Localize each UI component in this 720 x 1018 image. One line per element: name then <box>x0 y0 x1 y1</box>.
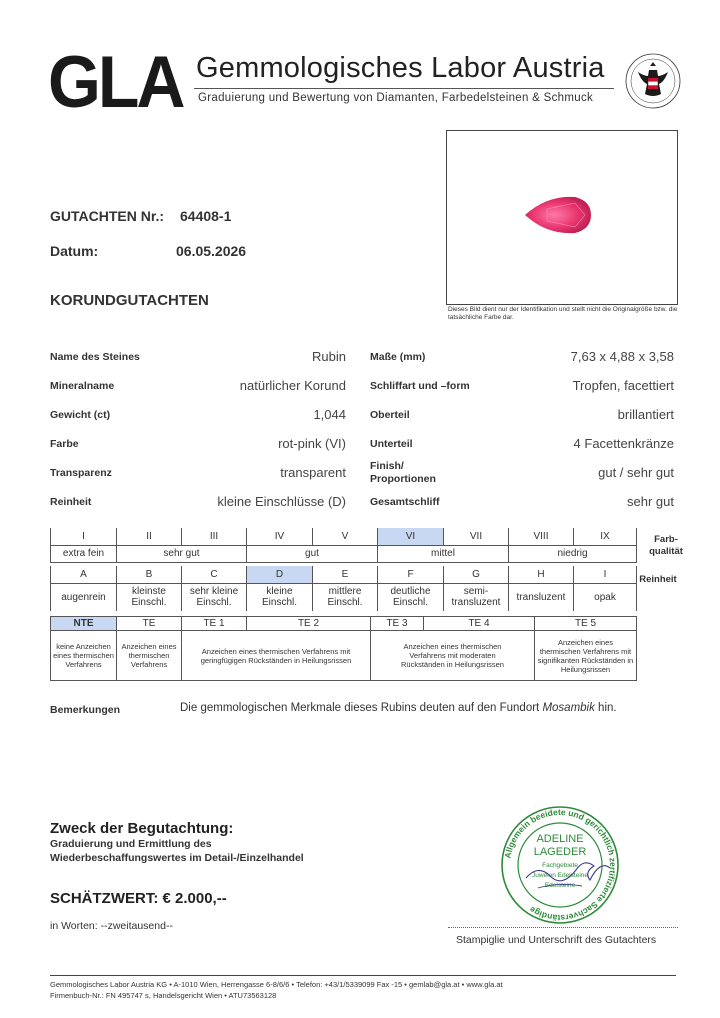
ruby-pear-icon <box>447 131 679 306</box>
color-grade: III <box>182 528 247 545</box>
color-group: niedrig <box>509 545 637 562</box>
color-grade: I <box>51 528 117 545</box>
property-label: Maße (mm) <box>370 351 426 363</box>
property-value: kleine Einschlüsse (D) <box>217 494 346 509</box>
property-label: Farbe <box>50 438 79 450</box>
color-group: extra fein <box>51 545 117 562</box>
clarity-description: deutliche Einschl. <box>378 583 444 611</box>
svg-text:Juwelen Edelsteine: Juwelen Edelsteine <box>531 872 589 879</box>
svg-text:Edelsteine: Edelsteine <box>544 882 576 889</box>
austrian-eagle-emblem-icon <box>624 50 682 112</box>
property-label: Name des Steines <box>50 351 140 363</box>
color-grade: IV <box>247 528 313 545</box>
clarity-description: sehr kleine Einschl. <box>182 583 247 611</box>
report-number-label: GUTACHTEN Nr.: <box>50 208 165 224</box>
valuation: SCHÄTZWERT: € 2.000,-- <box>50 890 227 907</box>
clarity-scale-table <box>50 566 637 611</box>
property-value: Rubin <box>312 349 346 364</box>
property-value: transparent <box>280 465 346 480</box>
property-label: Transparenz <box>50 467 112 479</box>
property-label: Reinheit <box>50 496 92 508</box>
treatment-scale-table <box>50 616 637 681</box>
color-grade: VIII <box>509 528 574 545</box>
clarity-description: opak <box>574 583 637 611</box>
treatment-description: Anzeichen eines thermischen Verfahrens <box>117 631 182 681</box>
gla-logo: GLA <box>48 40 183 124</box>
footer: Gemmologisches Labor Austria KG • A-1010 Wien, Herrengasse 6-8/6/6 • Telefon: +43/1/5339099 Fax -15 • gemlab@gla.at • www.gla.at Firmenbuch-Nr.: FN 495747 s, Handelsgericht Wien • ATU73563128 <box>50 980 503 1000</box>
clarity-grade: A <box>51 566 117 583</box>
treatment-grade: TE 2 <box>247 617 371 631</box>
color-grade-selected: VI <box>378 528 444 545</box>
purpose-title: Zweck der Begutachtung: <box>50 820 234 837</box>
color-grade: II <box>117 528 182 545</box>
clarity-grade: F <box>378 566 444 583</box>
property-value: 4 Facettenkränze <box>573 436 674 451</box>
treatment-description: Anzeichen eines thermischen Verfahrens mit geringfügigen Rückständen in Heilungsrissen <box>182 631 371 681</box>
clarity-scale-label: Reinheit <box>639 574 677 585</box>
treatment-grade: TE 3 <box>371 617 424 631</box>
remarks-text: Die gemmologischen Merkmale dieses Rubins deuten auf den Fundort Mosambik hin. <box>180 702 617 714</box>
svg-text:LAGEDER: LAGEDER <box>533 846 587 858</box>
report-title: KORUNDGUTACHTEN <box>50 292 209 309</box>
color-grade: VII <box>444 528 509 545</box>
clarity-description: kleine Einschl. <box>247 583 313 611</box>
lab-subtitle: Graduierung und Bewertung von Diamanten, Farbedelsteinen & Schmuck <box>198 92 594 104</box>
clarity-description: semi-transluzent <box>444 583 509 611</box>
property-value: natürlicher Korund <box>239 378 346 393</box>
treatment-grade: TE <box>117 617 182 631</box>
property-value: 1,044 <box>313 407 346 422</box>
clarity-grade-selected: D <box>247 566 313 583</box>
report-date: 06.05.2026 <box>176 243 247 259</box>
signature-caption: Stampiglie und Unterschrift des Gutachters <box>456 934 657 946</box>
color-group: gut <box>247 545 378 562</box>
purpose-text: Graduierung und Ermittlung des Wiederbeschaffungswertes im Detail-/Einzelhandel <box>50 838 304 864</box>
report-number: 64408-1 <box>180 208 232 224</box>
header-divider <box>194 88 614 89</box>
color-scale-label: Farb- qualität <box>649 534 683 557</box>
clarity-grade: C <box>182 566 247 583</box>
treatment-grade-selected: NTE <box>51 617 117 631</box>
color-scale-table <box>50 528 637 563</box>
clarity-description: mittlere Einschl. <box>313 583 378 611</box>
color-grade: IX <box>574 528 637 545</box>
photo-caption: Dieses Bild dient nur der Identifikation und stellt nicht die Originalgröße bzw. die tatsächliche Farbe dar. <box>448 306 678 322</box>
clarity-grade: G <box>444 566 509 583</box>
treatment-grade: TE 5 <box>535 617 637 631</box>
property-label: Unterteil <box>370 438 413 450</box>
color-group: sehr gut <box>117 545 247 562</box>
svg-text:Fachgebiete: Fachgebiete <box>542 862 578 869</box>
report-date-label: Datum: <box>50 243 99 259</box>
treatment-description: keine Anzeichen eines thermischen Verfahrens <box>51 631 117 681</box>
footer-divider <box>50 975 676 976</box>
color-group: mittel <box>378 545 509 562</box>
valuation-words: in Worten: --zweitausend-- <box>50 920 173 932</box>
clarity-description: augenrein <box>51 583 117 611</box>
remarks-label: Bemerkungen <box>50 704 121 716</box>
property-label: Schliffart und –form <box>370 380 470 392</box>
clarity-grade: H <box>509 566 574 583</box>
signature-line <box>448 927 678 928</box>
property-value: 7,63 x 4,88 x 3,58 <box>570 349 674 364</box>
property-label: Oberteil <box>370 409 410 421</box>
lab-name: Gemmologisches Labor Austria <box>196 52 605 84</box>
clarity-grade: B <box>117 566 182 583</box>
property-label: Gewicht (ct) <box>50 409 111 421</box>
expert-stamp-icon <box>498 804 622 926</box>
clarity-description: transluzent <box>509 583 574 611</box>
property-value: Tropfen, facettiert <box>572 378 674 393</box>
property-value: rot-pink (VI) <box>278 436 346 451</box>
treatment-grade: TE 1 <box>182 617 247 631</box>
treatment-grade: TE 4 <box>424 617 535 631</box>
treatment-description: Anzeichen eines thermischen Verfahrens mit signifikanten Rückständen in Heilungsrissen <box>535 631 637 681</box>
property-label: Mineralname <box>50 380 115 392</box>
clarity-description: kleinste Einschl. <box>117 583 182 611</box>
property-value: sehr gut <box>627 494 674 509</box>
clarity-grade: E <box>313 566 378 583</box>
color-grade: V <box>313 528 378 545</box>
svg-text:ADELINE: ADELINE <box>536 833 584 845</box>
property-label: Gesamtschliff <box>370 496 440 508</box>
property-value: gut / sehr gut <box>598 465 674 480</box>
clarity-grade: I <box>574 566 637 583</box>
gem-photo-frame <box>446 130 678 305</box>
property-value: brillantiert <box>617 407 674 422</box>
svg-text:Allgemein beeidete und gericht: Allgemein beeidete und gerichtlich zertifizierte Sachverständige <box>502 806 619 924</box>
property-label: Proportionen <box>370 473 436 485</box>
property-label: Finish/ <box>370 460 404 472</box>
treatment-description: Anzeichen eines thermischen Verfahrens mit moderaten Rückständen in Heilungsrissen <box>371 631 535 681</box>
